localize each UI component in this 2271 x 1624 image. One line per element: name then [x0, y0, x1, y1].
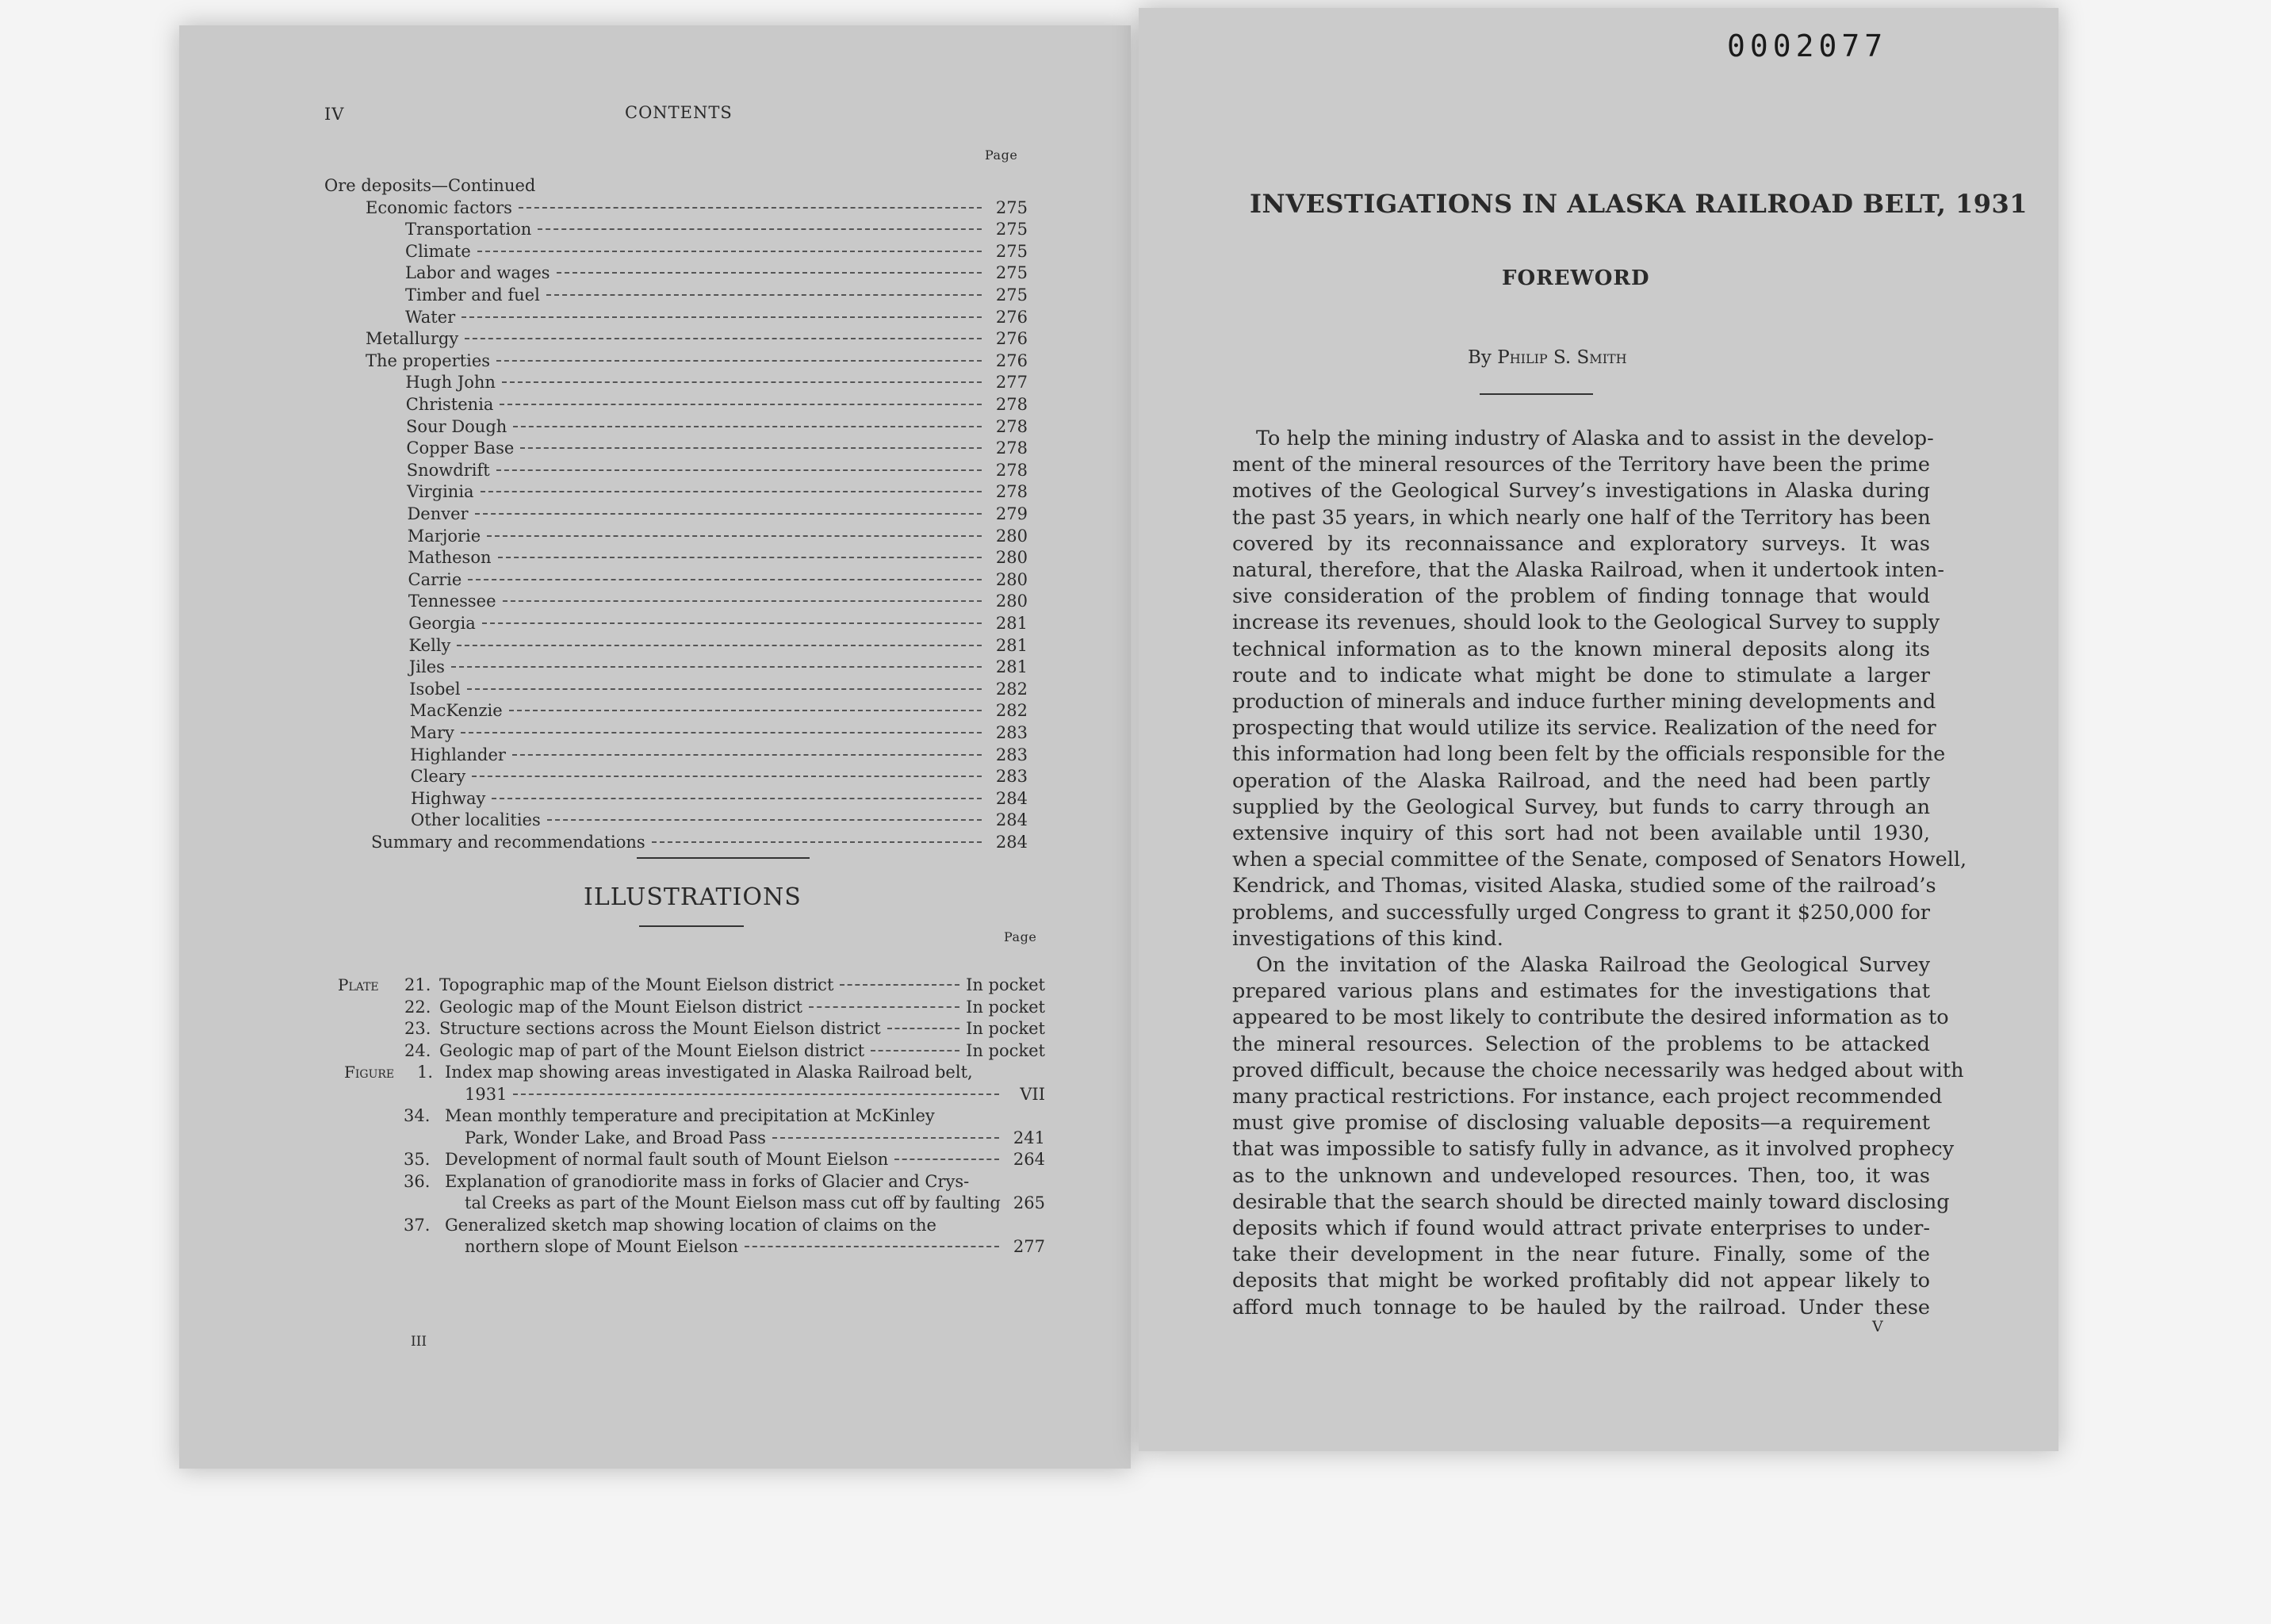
toc-leader: [487, 535, 982, 537]
plate-entry: [439, 998, 1045, 1020]
toc-entry: [408, 570, 1028, 592]
divider-rule: [637, 857, 810, 859]
body-line: technical information as to the known mineral deposits along its: [1232, 637, 1930, 661]
toc-page: 284: [995, 810, 1028, 830]
toc-label: MacKenzie: [409, 701, 503, 721]
plate-caption: Geologic map of part of the Mount Eielson district: [439, 1040, 865, 1060]
toc-entry: [407, 461, 1028, 483]
toc-leader: [496, 469, 982, 471]
body-line: desirable that the search should be directed mainly toward disclosing: [1232, 1189, 1950, 1214]
toc-page: 276: [995, 350, 1028, 370]
toc-label: Snowdrift: [406, 460, 490, 480]
toc-leader: [498, 557, 982, 558]
body-line: sive consideration of the problem of finding tonnage that would: [1232, 584, 1930, 609]
toc-label: Highway: [411, 788, 486, 808]
plate-leader: [871, 1050, 959, 1051]
toc-leader: [520, 447, 982, 449]
toc-leader: [500, 404, 982, 405]
toc-label: Kelly: [408, 635, 451, 655]
toc-leader: [496, 360, 982, 362]
toc-page: 275: [995, 241, 1028, 261]
toc-page: 280: [995, 548, 1028, 568]
toc-leader: [482, 622, 982, 624]
toc-entry: [409, 657, 1028, 680]
divider-rule: [1480, 393, 1593, 395]
toc-entry: [406, 395, 1028, 417]
figure-caption: Development of normal fault south of Mount Eielson: [445, 1150, 889, 1169]
plate-label: Plate: [338, 975, 379, 994]
body-line: extensive inquiry of this sort had not been available until 1930,: [1232, 822, 1930, 845]
toc-entry: [405, 308, 1028, 330]
toc-entry: [410, 745, 1028, 768]
toc-entry: [371, 833, 1028, 855]
plate-leader: [840, 984, 959, 986]
toc-label: Jiles: [408, 657, 445, 677]
toc-label: Summary and recommendations: [371, 833, 645, 852]
toc-page: 278: [995, 460, 1028, 480]
toc-leader: [465, 338, 982, 339]
body-line: motives of the Geological Survey’s investigations in Alaska during: [1232, 479, 1930, 504]
toc-leader: [652, 841, 982, 843]
figure-page: VII: [1020, 1084, 1045, 1104]
figure-caption: Generalized sketch map showing location of claims on the: [445, 1215, 936, 1235]
toc-entry: [406, 417, 1028, 439]
toc-leader: [468, 579, 982, 580]
toc-page: 281: [995, 635, 1028, 655]
stamp-number: 0002077: [1727, 29, 1888, 63]
toc-page: 281: [995, 614, 1028, 633]
toc-page: 278: [995, 416, 1028, 436]
body-line: supplied by the Geological Survey, but funds to carry through an: [1232, 795, 1930, 819]
plate-entry: [439, 1041, 1045, 1063]
figure-caption: Mean monthly temperature and precipitation at McKinley: [445, 1106, 935, 1125]
toc-page: 282: [995, 679, 1028, 699]
figure-number: 37.: [404, 1215, 431, 1235]
body-line: must give promise of disclosing valuable deposits—a requirement: [1232, 1111, 1930, 1136]
toc-entry: [409, 680, 1028, 702]
body-line: the past 35 years, in which nearly one half of the Territory has been: [1232, 505, 1931, 530]
toc-page: 276: [995, 307, 1028, 327]
toc-page: 278: [995, 395, 1028, 414]
toc-leader: [502, 381, 982, 383]
toc-label: Economic factors: [366, 197, 512, 217]
plate-leader: [809, 1006, 959, 1008]
toc-entry: [405, 285, 1028, 308]
toc-entry: [366, 198, 1028, 220]
body-line: prepared various plans and estimates for the investigations that: [1232, 979, 1930, 1004]
figure-caption: northern slope of Mount Eielson: [465, 1237, 739, 1256]
body-line: deposits that might be worked profitably did not appear likely to: [1232, 1269, 1930, 1293]
toc-page: 278: [995, 439, 1028, 458]
plate-page: In pocket: [966, 975, 1045, 994]
figure-caption: Explanation of granodiorite mass in forks of Glacier and Crys-: [445, 1171, 970, 1191]
toc-leader: [503, 600, 982, 602]
toc-entry: [405, 220, 1028, 242]
toc-label: Cleary: [410, 767, 466, 787]
plate-number: 23.: [404, 1019, 431, 1038]
toc-entry: [366, 351, 1028, 373]
toc-page: 280: [995, 569, 1028, 589]
body-line: On the invitation of the Alaska Railroad the Geological Survey: [1256, 953, 1930, 977]
body-line: investigations of this kind.: [1232, 926, 1503, 951]
toc-entry: [410, 723, 1028, 745]
toc-label: Virginia: [407, 482, 474, 502]
toc-label: Georgia: [408, 614, 476, 633]
plate-page: In pocket: [966, 1019, 1045, 1038]
toc-leader: [461, 732, 982, 733]
body-line: ment of the mineral resources of the Territory have been the prime: [1232, 453, 1930, 477]
toc-page: 281: [995, 657, 1028, 677]
figure-leader: [513, 1094, 999, 1095]
figure-leader: [772, 1137, 999, 1139]
figure-caption: 1931: [465, 1084, 507, 1104]
toc-page: 279: [995, 504, 1028, 523]
toc-label: Marjorie: [407, 526, 481, 546]
plate-caption: Topographic map of the Mount Eielson district: [439, 975, 834, 994]
toc-entry: [409, 636, 1028, 658]
toc-leader: [467, 688, 982, 690]
toc-leader: [519, 207, 982, 209]
plate-page: In pocket: [966, 1040, 1045, 1060]
body-line: prospecting that would utilize its service. Realization of the need for: [1232, 716, 1936, 741]
toc-label: Transportation: [405, 220, 532, 239]
toc-leader: [492, 798, 982, 799]
toc-leader: [557, 272, 982, 274]
body-line: route and to indicate what might be done to stimulate a larger: [1232, 663, 1930, 688]
figure-caption: Index map showing areas investigated in Alaska Railroad belt,: [445, 1063, 973, 1082]
toc-label: Christenia: [405, 395, 494, 414]
toc-label: Labor and wages: [405, 263, 550, 283]
toc-leader: [457, 645, 982, 646]
running-head: CONTENTS: [625, 103, 733, 122]
plate-caption: Geologic map of the Mount Eielson district: [439, 997, 802, 1017]
toc-leader: [547, 819, 982, 821]
figure-number: 34.: [404, 1106, 431, 1125]
byline: [1468, 347, 1627, 368]
toc-page: 280: [995, 526, 1028, 546]
toc-label: Climate: [405, 241, 471, 261]
body-line: To help the mining industry of Alaska and to assist in the develop-: [1256, 427, 1934, 450]
figure-number: 1.: [417, 1063, 434, 1082]
body-line: many practical restrictions. For instance, each project recommended: [1232, 1085, 1943, 1109]
body-line: covered by its reconnaissance and exploratory surveys. It was: [1232, 531, 1930, 556]
toc-entry: [407, 482, 1028, 504]
toc-entry: [411, 810, 1028, 833]
figure-leader: [894, 1159, 999, 1160]
byline-prefix: By: [1468, 347, 1492, 368]
plate-entry: [439, 975, 1045, 998]
toc-leader: [512, 754, 982, 756]
body-line: the mineral resources. Selection of the problems to be attacked: [1232, 1032, 1930, 1056]
plate-caption: Structure sections across the Mount Eielson district: [439, 1019, 881, 1038]
body-line: this information had long been felt by the officials responsible for the: [1232, 742, 1946, 767]
toc-label: Ore deposits—Continued: [324, 176, 536, 195]
figure-entry: [465, 1085, 1045, 1107]
figure-page: 264: [1013, 1150, 1045, 1169]
toc-page: 278: [995, 482, 1028, 502]
toc-entry: [408, 614, 1028, 636]
plate-number: 22.: [404, 997, 431, 1017]
body-line: deposits which if found would attract private enterprises to under-: [1232, 1216, 1930, 1240]
figure-entry: [445, 1150, 1045, 1172]
toc-label: Copper Base: [406, 439, 515, 458]
toc-entry: [408, 592, 1028, 614]
toc-entry: [366, 329, 1028, 351]
toc-leader: [481, 491, 982, 492]
body-line: increase its revenues, should look to the Geological Survey to supply: [1232, 611, 1940, 635]
footer-page-number: III: [411, 1334, 427, 1350]
toc-entry: [407, 504, 1028, 527]
toc-entry: [411, 767, 1028, 789]
toc-label: Metallurgy: [366, 329, 459, 349]
toc-label: Water: [405, 307, 456, 327]
body-line: as to the unknown and undeveloped resources. Then, too, it was: [1232, 1163, 1930, 1188]
toc-label: Timber and fuel: [405, 285, 540, 304]
figure-entry: [465, 1237, 1045, 1259]
plate-leader: [887, 1028, 959, 1029]
foreword-heading: FOREWORD: [1502, 266, 1650, 290]
figure-page: 265: [1013, 1193, 1045, 1212]
body-line: operation of the Alaska Railroad, and the need had been partly: [1232, 768, 1930, 793]
right-page-number: V: [1872, 1318, 1883, 1335]
toc-entry: [405, 263, 1028, 285]
toc-leader: [546, 294, 982, 296]
toc-page: 282: [995, 701, 1028, 721]
toc-entry: [408, 527, 1028, 549]
toc-page: 275: [995, 285, 1028, 304]
article-title: INVESTIGATIONS IN ALASKA RAILROAD BELT, 1931: [1250, 189, 2028, 219]
plate-entry: [439, 1019, 1045, 1041]
toc-label: Other localities: [411, 810, 541, 830]
toc-page: 284: [995, 788, 1028, 808]
toc-entry: [411, 789, 1028, 811]
toc-page: 283: [995, 767, 1028, 787]
toc-entry: [408, 548, 1028, 570]
toc-label: Mary: [409, 723, 454, 742]
body-line: appeared to be most likely to contribute the desired information as to: [1232, 1005, 1949, 1030]
toc-page-label: Page: [985, 147, 1018, 163]
figure-number: 36.: [404, 1171, 431, 1191]
divider-rule: [639, 925, 744, 927]
toc-page: 275: [995, 220, 1028, 239]
toc-leader: [538, 228, 982, 230]
toc-page: 275: [995, 263, 1028, 283]
toc-label: Tennessee: [408, 592, 496, 611]
toc-page: 276: [995, 329, 1028, 349]
toc-label: The properties: [366, 350, 491, 370]
figure-label: Figure: [344, 1063, 395, 1082]
left-page: [179, 25, 1131, 1469]
body-line: problems, and successfully urged Congress to grant it $250,000 for: [1232, 900, 1930, 925]
toc-entry: [405, 242, 1028, 264]
figure-leader: [745, 1246, 999, 1247]
toc-label: Highlander: [410, 745, 506, 764]
figure-caption: Park, Wonder Lake, and Broad Pass: [465, 1128, 766, 1147]
body-line: Kendrick, and Thomas, visited Alaska, studied some of the railroad’s: [1232, 874, 1936, 898]
illustrations-page-label: Page: [1004, 929, 1037, 944]
toc-leader: [451, 666, 982, 668]
toc-entry: [406, 439, 1028, 461]
toc-page: 280: [995, 592, 1028, 611]
toc-page: 283: [995, 723, 1028, 742]
body-line: natural, therefore, that the Alaska Railroad, when it undertook inten-: [1232, 558, 1944, 582]
left-page-number: IV: [324, 105, 345, 124]
toc-page: 283: [995, 745, 1028, 764]
toc-leader: [472, 776, 982, 777]
toc-label: Isobel: [409, 679, 461, 699]
plate-page: In pocket: [966, 997, 1045, 1017]
body-line: take their development in the near future. Finally, some of the: [1232, 1243, 1930, 1267]
figure-entry: [465, 1193, 1045, 1216]
figure-page: 277: [1013, 1237, 1045, 1256]
author-name: Philip S. Smith: [1497, 347, 1627, 368]
toc-page: 275: [995, 197, 1028, 217]
toc-label: Denver: [407, 504, 469, 523]
figure-page: 241: [1013, 1128, 1045, 1147]
plate-number: 24.: [404, 1040, 431, 1060]
toc-label: Carrie: [408, 569, 462, 589]
right-page: [1139, 8, 2058, 1451]
toc-leader: [461, 316, 982, 318]
toc-label: Matheson: [408, 548, 492, 568]
toc-leader: [509, 710, 982, 711]
body-line: when a special committee of the Senate, composed of Senators Howell,: [1232, 848, 1967, 872]
figure-caption: tal Creeks as part of the Mount Eielson mass cut off by faulting: [465, 1193, 1001, 1212]
body-line: that was impossible to satisfy fully in advance, as it involved prophecy: [1232, 1137, 1955, 1162]
toc-leader: [475, 513, 982, 515]
toc-entry: [324, 176, 1028, 198]
body-line: proved difficult, because the choice necessarily was hedged about with: [1232, 1058, 1964, 1082]
plate-number: 21.: [404, 975, 431, 994]
illustrations-title: ILLUSTRATIONS: [584, 883, 802, 911]
toc-leader: [513, 426, 982, 427]
body-line: afford much tonnage to be hauled by the railroad. Under these: [1232, 1295, 1930, 1320]
figure-entry: [465, 1128, 1045, 1151]
toc-page: 277: [995, 373, 1028, 393]
toc-label: Sour Dough: [406, 416, 507, 436]
body-line: production of minerals and induce further mining developments and: [1232, 690, 1936, 714]
toc-entry: [410, 701, 1028, 723]
toc-label: Hugh John: [405, 373, 496, 393]
toc-page: 284: [995, 833, 1028, 852]
figure-number: 35.: [404, 1150, 431, 1169]
toc-leader: [477, 251, 982, 252]
toc-entry: [405, 373, 1028, 395]
